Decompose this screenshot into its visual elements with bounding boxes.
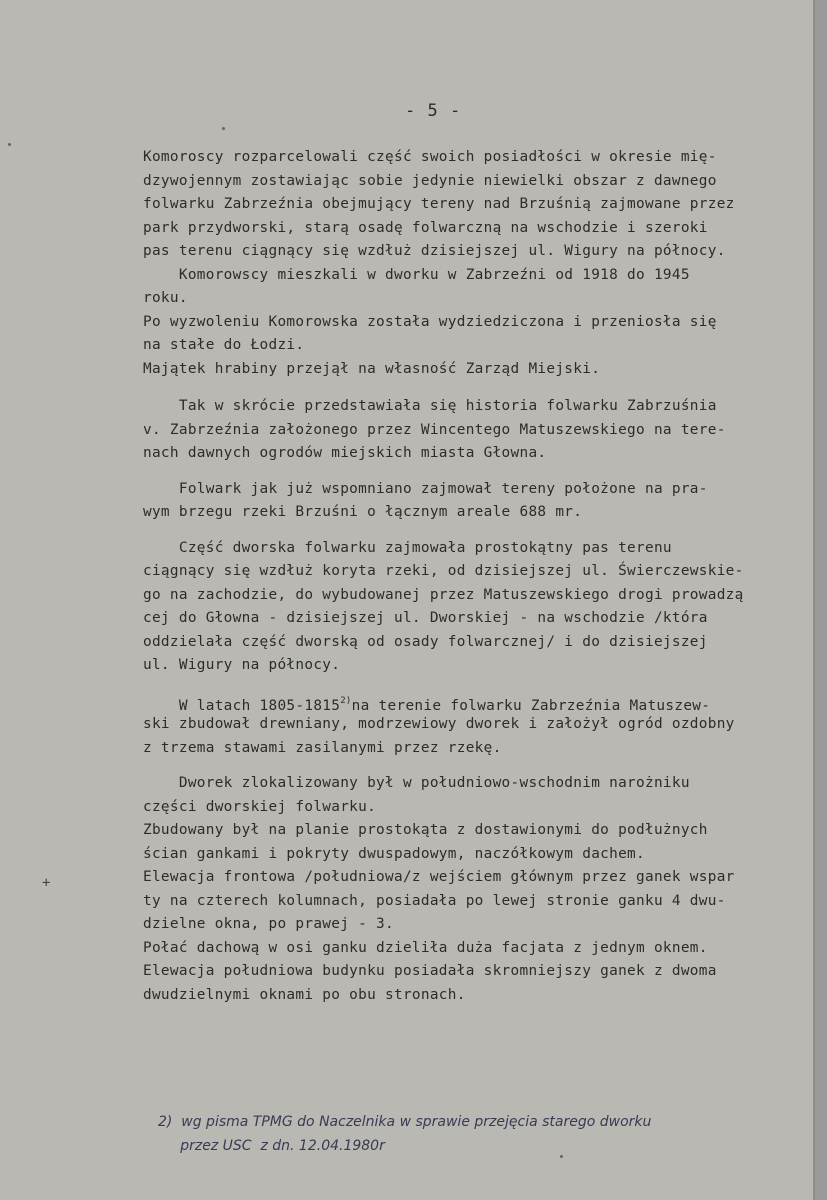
margin-mark: + <box>42 875 51 891</box>
text-line <box>143 690 815 714</box>
text-line: ul. Wigury na północy. <box>143 657 341 673</box>
text-line: dwudzielnymi oknami po obu stronach. <box>143 986 466 1003</box>
text-line: dzywojennym zostawiając sobie jedynie niewielki obszar z dawnego <box>143 172 717 189</box>
text-line: nach dawnych ogrodów miejskich miasta Głowna. <box>143 445 547 461</box>
paragraph <box>143 537 815 678</box>
text-line: Elewacja południowa budynku posiadała skromniejszy ganek z dwoma <box>143 963 717 979</box>
text-line: Dworek zlokalizowany był w południowo-wschodnim narożniku <box>143 775 690 791</box>
text-line: cej do Głowna - dzisiejszej ul. Dworskiej - na wschodzie /która <box>143 610 708 626</box>
text-fragment: W latach 1805-1815 <box>143 697 341 714</box>
text-line: Połać dachową w osi ganku dzieliła duża facjata z jednym oknem. <box>143 939 708 956</box>
paragraph <box>143 146 815 264</box>
text-line: v. Zabrzeźnia założonego przez Wincentego Matuszewskiego na tere- <box>143 421 726 438</box>
text-line: Majątek hrabiny przejął na własność Zarząd Miejski. <box>143 360 601 377</box>
handwritten-footnote <box>158 1110 798 1157</box>
text-line: Folwark jak już wspomniano zajmował tereny położone na pra- <box>143 480 708 497</box>
footnote-line: 2) wg pisma TPMG do Naczelnika w sprawie przejęcia starego dworku <box>158 1114 652 1130</box>
paper-speck <box>222 127 225 130</box>
paragraph <box>143 772 815 1007</box>
body-text <box>143 146 815 1007</box>
text-line: oddzielała część dworską od osady folwarcznej/ i do dzisiejszej <box>143 633 708 650</box>
text-line: na stałe do Łodzi. <box>143 337 305 353</box>
text-line: Część dworska folwarku zajmowała prostokątny pas terenu <box>143 539 672 556</box>
text-line: Zbudowany był na planie prostokąta z dostawionymi do podłużnych <box>143 822 708 838</box>
text-line: park przydworski, starą osadę folwarczną na wschodzie i szeroki <box>143 219 708 236</box>
text-line: Komorowscy mieszkali w dworku w Zabrzeźni od 1918 do 1945 <box>143 266 690 283</box>
paragraph <box>143 478 815 525</box>
text-line: Tak w skrócie przedstawiała się historia folwarku Zabrzuśnia <box>143 398 717 414</box>
paragraph <box>143 264 815 382</box>
text-line: folwarku Zabrzeźnia obejmujący tereny nad Brzuśnią zajmowane przez <box>143 196 735 212</box>
paper-speck <box>8 143 11 146</box>
text-line: części dworskiej folwarku. <box>143 798 377 815</box>
text-line: Po wyzwoleniu Komorowska została wydziedziczona i przeniosła się <box>143 313 717 330</box>
paragraph <box>143 690 815 761</box>
text-line: Komoroscy rozparcelowali część swoich posiadłości w okresie mię- <box>143 149 717 165</box>
text-line: z trzema stawami zasilanymi przez rzekę. <box>143 739 502 756</box>
text-fragment: na terenie folwarku Zabrzeźnia Matuszew- <box>351 697 711 714</box>
text-line: wym brzegu rzeki Brzuśni o łącznym areale 688 mr. <box>143 504 583 520</box>
text-line: pas terenu ciągnący się wzdłuż dzisiejszej ul. Wigury na północy. <box>143 243 726 259</box>
page-number: - 5 - <box>405 101 462 121</box>
text-line: dzielne okna, po prawej - 3. <box>143 916 394 932</box>
paragraph <box>143 395 815 466</box>
text-line: ciągnący się wzdłuż koryta rzeki, od dzisiejszej ul. Świerczewskie- <box>143 563 744 579</box>
text-line: ścian gankami i pokryty dwuspadowym, naczółkowym dachem. <box>143 845 645 862</box>
text-line: ski zbudował drewniany, modrzewiowy dworek i założył ogród ozdobny <box>143 716 735 732</box>
text-line: roku. <box>143 290 188 306</box>
footnote-line: przez USC z dn. 12.04.1980r <box>158 1137 385 1154</box>
paper-speck <box>560 1155 563 1158</box>
footnote-reference: 2) <box>340 695 352 706</box>
text-line: ty na czterech kolumnach, posiadała po lewej stronie ganku 4 dwu- <box>143 892 726 909</box>
text-line: go na zachodzie, do wybudowanej przez Matuszewskiego drogi prowadzą <box>143 586 744 603</box>
text-line: Elewacja frontowa /południowa/z wejściem głównym przez ganek wspar <box>143 869 735 885</box>
